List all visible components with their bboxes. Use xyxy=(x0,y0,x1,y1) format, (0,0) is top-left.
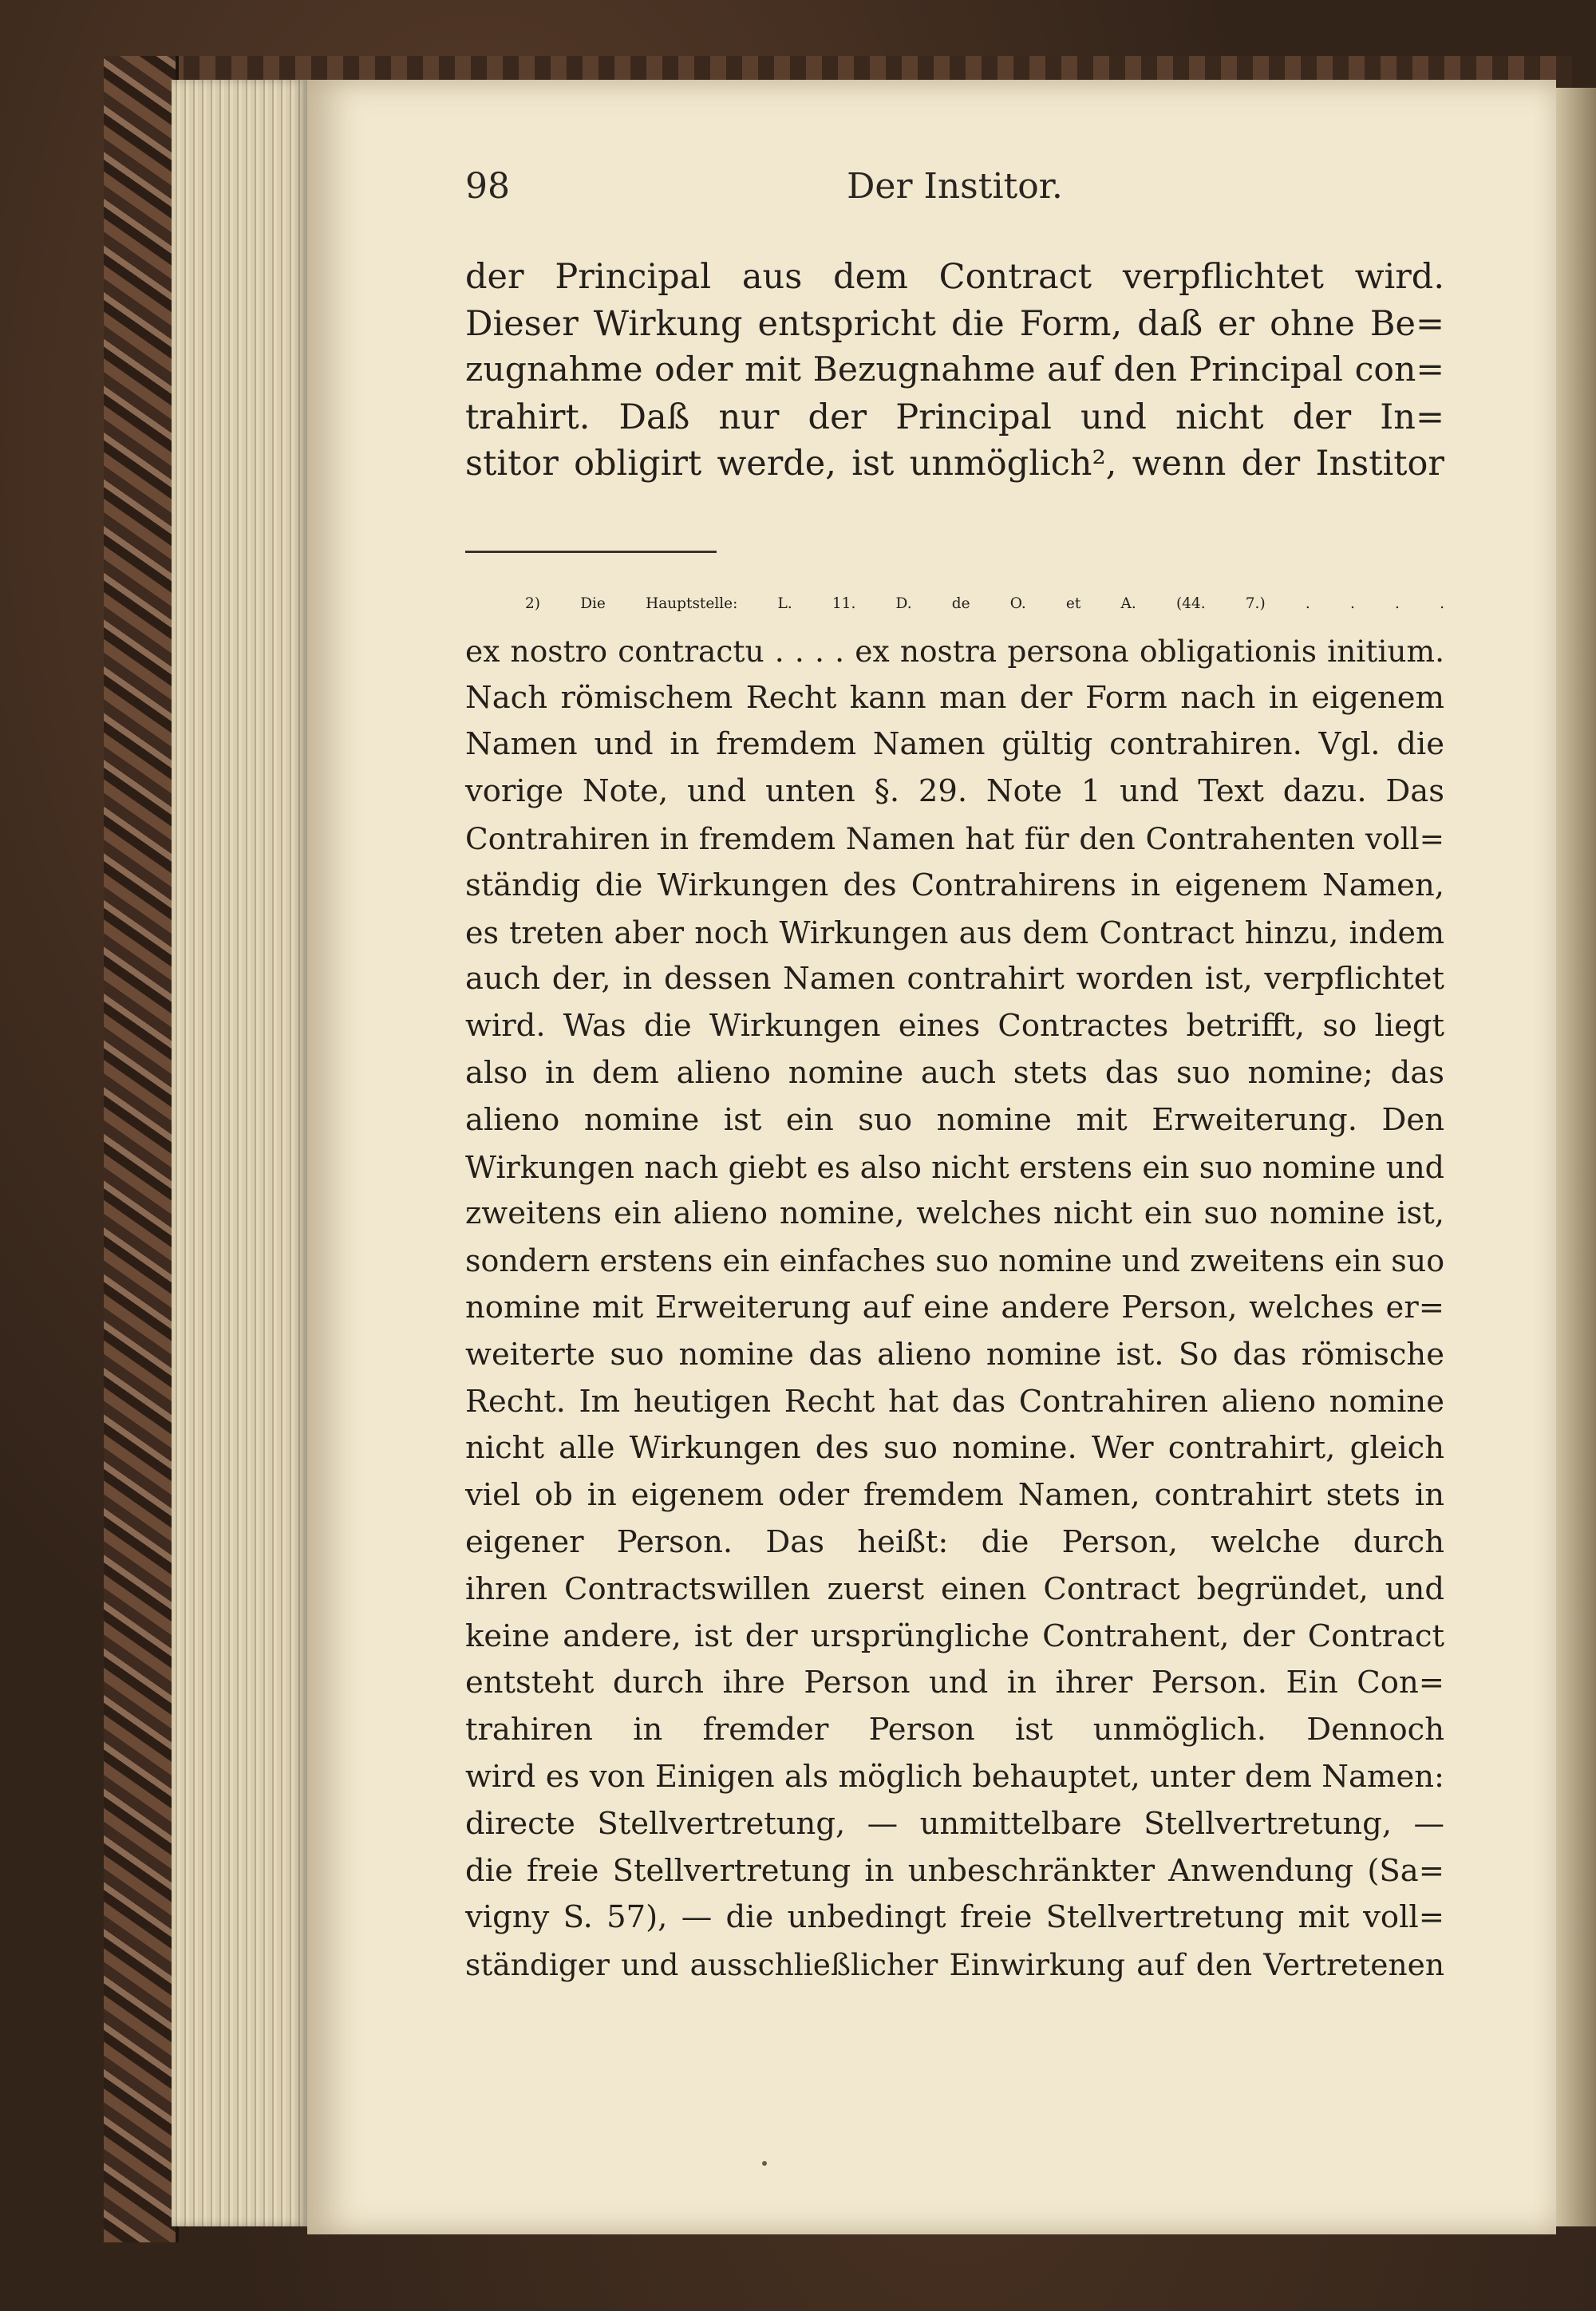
footnote-line: ihren Contractswillen zuerst einen Contract begründet, und xyxy=(465,1570,1444,1607)
body-line: trahirt. Daß nur der Principal und nicht der In= xyxy=(465,397,1444,437)
footnote-line: eigener Person. Das heißt: die Person, welche durch xyxy=(465,1523,1444,1560)
footnote-line: wird es von Einigen als möglich behauptet, unter dem Namen: xyxy=(465,1758,1444,1795)
footnote-line: entsteht durch ihre Person und in ihrer Person. Ein Con= xyxy=(465,1665,1444,1701)
footnote-line: vorige Note, und unten §. 29. Note 1 und Text dazu. Das xyxy=(465,773,1444,810)
page-number: 98 xyxy=(465,166,510,207)
footnote-line: Recht. Im heutigen Recht hat das Contrahiren alieno nomine xyxy=(465,1383,1444,1420)
footnote-line: 2) Die Hauptstelle: L. 11. D. de O. et A. (44. 7.) . . . . xyxy=(525,595,1444,612)
footnote-line: ständig die Wirkungen des Contrahirens in eigenem Namen, xyxy=(465,867,1444,903)
footnote-line: auch der, in dessen Namen contrahirt worden ist, verpflichtet xyxy=(465,961,1444,997)
footnote-line: trahiren in fremder Person ist unmöglich. Dennoch xyxy=(465,1712,1444,1748)
footnote-line: keine andere, ist der ursprüngliche Contrahent, der Contract xyxy=(465,1618,1444,1654)
page-header xyxy=(465,166,1444,214)
footnote-line: Wirkungen nach giebt es also nicht erstens ein suo nomine und xyxy=(465,1149,1444,1185)
footnote-line: ex nostro contractu . . . . ex nostra persona obligationis initium. xyxy=(465,633,1444,669)
body-line: zugnahme oder mit Bezugnahme auf den Principal con= xyxy=(465,350,1444,389)
footnote-line: Nach römischem Recht kann man der Form nach in eigenem xyxy=(465,679,1444,716)
footnote-line: sondern erstens ein einfaches suo nomine und zweitens ein suo xyxy=(465,1243,1445,1279)
footnote xyxy=(465,581,1444,1989)
ink-spot xyxy=(762,2161,767,2166)
footnote-line: weiterte suo nomine das alieno nomine ist. So das römische xyxy=(465,1336,1444,1373)
page-stack-edge xyxy=(172,80,307,2226)
body-line: Dieser Wirkung entspricht die Form, daß er ohne Be= xyxy=(465,303,1444,344)
footnote-line: zweitens ein alieno nomine, welches nicht ein suo nomine ist, xyxy=(465,1195,1444,1232)
body-line: stitor obligirt werde, ist unmöglich², wenn der Institor xyxy=(465,444,1444,484)
footnote-line: nicht alle Wirkungen des suo nomine. Wer contrahirt, gleich xyxy=(465,1430,1444,1467)
footnote-line: Contrahiren in fremdem Namen hat für den Contrahenten voll= xyxy=(465,820,1444,856)
facing-page-edge xyxy=(1556,88,1596,2226)
footnote-line: vigny S. 57), — die unbedingt freie Stellvertretung mit voll= xyxy=(465,1899,1444,1936)
main-text xyxy=(465,254,1444,488)
footnote-line: ständiger und ausschließlicher Einwirkung auf den Vertretenen xyxy=(465,1947,1444,1983)
footnote-line: die freie Stellvertretung in unbeschränkter Anwendung (Sa= xyxy=(465,1852,1444,1889)
marbled-cover-edge xyxy=(104,56,179,2242)
footnote-line: viel ob in eigenem oder fremdem Namen, contrahirt stets in xyxy=(465,1477,1444,1514)
footnote-line: also in dem alieno nomine auch stets das suo nomine; das xyxy=(465,1054,1444,1091)
running-title: Der Institor. xyxy=(847,166,1063,207)
body-line: der Principal aus dem Contract verpflichtet wird. xyxy=(465,257,1444,297)
footnote-separator xyxy=(465,551,717,553)
footnote-line: alieno nomine ist ein suo nomine mit Erweiterung. Den xyxy=(465,1101,1444,1138)
footnote-line: es treten aber noch Wirkungen aus dem Contract hinzu, indem xyxy=(465,915,1444,950)
footnote-line: wird. Was die Wirkungen eines Contractes betrifft, so liegt xyxy=(465,1008,1444,1045)
footnote-line: Namen und in fremdem Namen gültig contrahiren. Vgl. die xyxy=(465,726,1444,763)
footnote-line: nomine mit Erweiterung auf eine andere Person, welches er= xyxy=(465,1289,1444,1325)
footnote-line: directe Stellvertretung, — unmittelbare Stellvertretung, — xyxy=(465,1805,1444,1842)
